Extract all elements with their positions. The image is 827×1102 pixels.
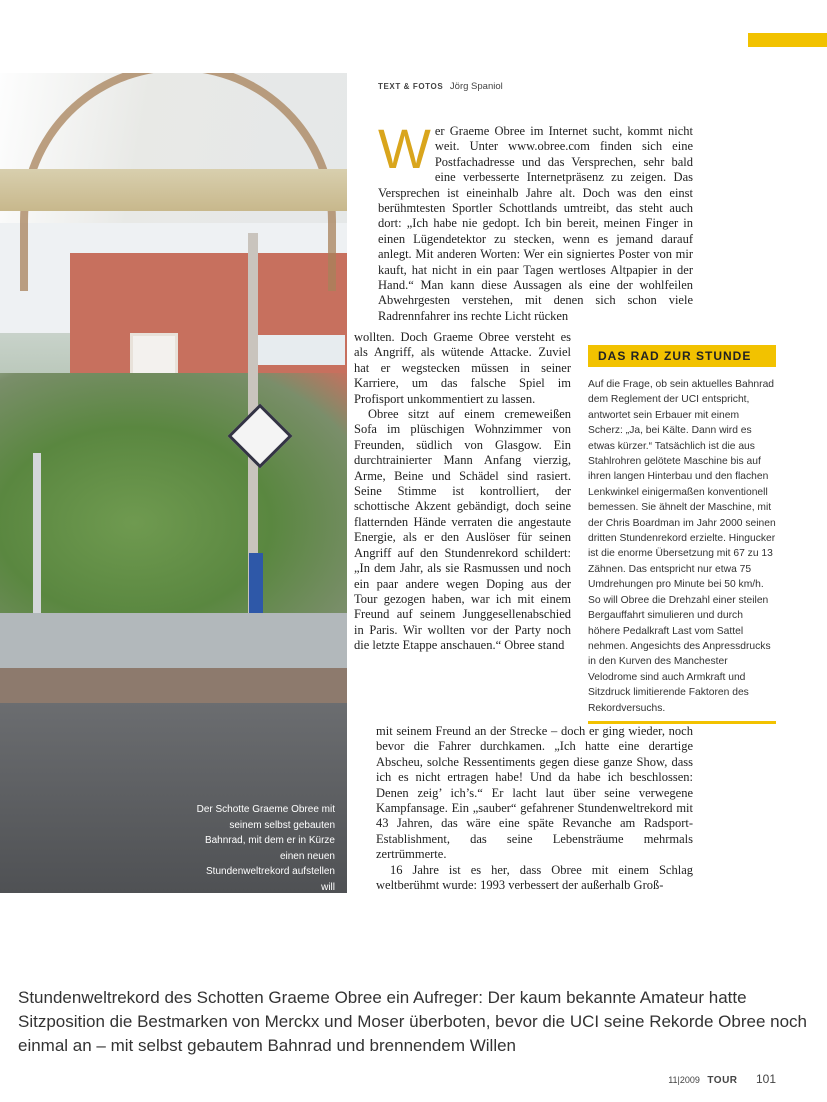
- article-photo: [0, 73, 347, 893]
- article-paragraph: 16 Jahre ist es her, dass Obree mit einem Schlag weltberühmt wurde: 1993 verbessert der außerhalb Groß-: [376, 862, 693, 893]
- page-number: 101: [755, 1072, 776, 1086]
- magazine-name: TOUR: [707, 1075, 738, 1086]
- byline: [378, 81, 503, 92]
- photo-caption: Der Schotte Graeme Obree mit seinem selbst gebauten Bahnrad, mit dem er in Kürze einen neuen Stundenweltrekord aufstellen will: [196, 804, 335, 893]
- article-paragraph: wollten. Doch Graeme Obree versteht es als Angriff, als wütende Attacke. Zuviel hat er wegstecken müssen in seiner Karriere, um das falsche Spiel im Profisport unkommentiert zu lassen.: [354, 330, 571, 406]
- byline-author: Jörg Spaniol: [449, 81, 503, 92]
- article-paragraph: Obree sitzt auf einem cremeweißen Sofa im plüschigen Wohnzimmer von Freunden, südlich von Glasgow. Ein durchtrainierter Mann Anfang vierzig, Arme, Beine und Schädel sind rasiert. Seine Stimme ist kontrolliert, der schottische Akzent gebändigt, doch seine flatternden Hände verraten die angestaute Energie, als er den Auslöser für seinen Angriff auf den Stundenrekord schildert: „In dem Jahr, als sie Rasmussen und noch ein paar andere wegen Doping aus der Tour gezogen haben, war ich mit einem Freund auf seinem Junggesellenabschied in Paris. Wir wollten vor der Party noch die letzte Etappe anschauen.“ Obree stand: [354, 407, 571, 653]
- sidebar-box: [588, 345, 776, 724]
- accent-bar: [748, 33, 827, 47]
- article-column-narrow: [354, 330, 571, 654]
- article-paragraph: er Graeme Obree im Internet sucht, kommt nicht weit. Unter www.obree.com finden sich eine Postfachadresse und das Versprechen, sehr bald eine verbesserte Internetpräsenz zu zeigen. Das Versprechen ist eineinhalb Jahre alt. Doch was den einst berühmtesten Sportler Schottlands umtreibt, das steht auch dort: „Ich habe nie gedopt. Ich bin bereit, meinen Finger in einen Lügendetektor zu stecken, wenn es jemand darauf anlegt. Mit anderen Worten: Wer ein signiertes Poster von mir kauft, hat nicht in ein paar Tagen wertloses Altpapier in der Hand.“ Man kann diese Aussagen als eine der wohlfeilen Abwehrgesten verstehen, mit denen sich schon viele Radrennfahrer ins rechte Licht rücken: [378, 124, 693, 323]
- issue-number: 11|2009: [668, 1075, 700, 1085]
- drop-cap: W: [378, 117, 431, 180]
- byline-label: TEXT & FOTOS: [378, 82, 444, 91]
- page-footer: [668, 1070, 776, 1088]
- article-paragraph: mit seinem Freund an der Strecke – doch er ging wieder, noch bevor die Fahrer durchkamen. „Ich hatte eine derartige Abscheu, solche Ressentiments gegen diese ganze Show, dass ich es nicht ertragen habe! Und da habe ich beschlossen: Denen zeig’ ich’s.“ Er lacht laut über seine verwegene Kampfansage. Ein „sauber“ gefahrener Stundenweltrekord mit 43 Jahren, das wäre eine späte Revanche am Radsport-Establishment, das seine Lebensträume mehrmals zertrümmerte.: [376, 724, 693, 862]
- sidebar-title: DAS RAD ZUR STUNDE: [588, 345, 776, 367]
- article-column-top: [378, 117, 693, 324]
- teaser-text: Stundenweltrekord des Schotten Graeme Obree ein Aufreger: Der kaum bekannte Amateur hatte Sitzposition die Bestmarken von Merckx und Moser überboten, bevor die UCI seine Rekorde Obree noch einmal an – mit selbst gebautem Bahnrad und brennendem Willen: [18, 988, 808, 1055]
- article-column-bottom: [376, 724, 693, 893]
- sidebar-text: Auf die Frage, ob sein aktuelles Bahnrad dem Reglement der UCI entspricht, antwortet sein Erbauer mit einem Scherz: „Ja, bei Kälte. Dann wird es etwas kürzer.“ Tatsächlich ist die aus Stahlrohren gelötete Maschine bis auf ihren langen Hinterbau und den flachen Lenkwinkel einigermaßen konventionell bemessen. Sie ähnelt der Maschine, mit der Chris Boardman im Jahr 2000 seinen dritten Stundenrekord erzielte. Hingucker ist die enorme Übersetzung mit 67 zu 13 Zähnen. Das entspricht nur etwa 75 Umdrehungen pro Minute bei 50 km/h. So will Obree die Drehzahl einer steilen Bergauffahrt simulieren und durch höhere Pedalkraft Last vom Sattel nehmen. Angesichts des Anpressdrucks in den Kurven des Manchester Velodrome sind auch Armkraft und Sitzdruck limitierende Faktoren des Rekordversuchs.: [588, 379, 776, 714]
